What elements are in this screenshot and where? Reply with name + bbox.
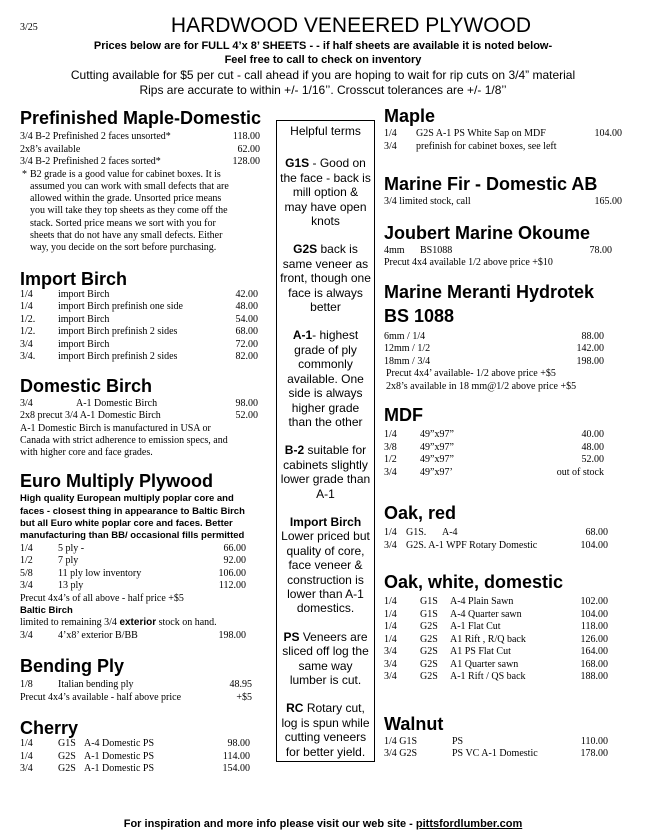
list-item: 1/8 Italian bending ply 48.95 xyxy=(20,679,252,691)
section-heading: Oak, white, domestic xyxy=(384,572,564,592)
section-walnut xyxy=(384,714,634,761)
footer-text: For inspiration and more info please visit our web site - xyxy=(123,818,416,830)
section-heading: Cherry xyxy=(20,718,79,739)
list-item: 1/4 G1S. A-4 68.00 xyxy=(384,527,608,538)
list-item: 3/4 limited stock, call 165.00 xyxy=(384,196,622,207)
section-cherry xyxy=(20,718,270,776)
list-item: 1/4 49”x97” 40.00 xyxy=(384,429,604,440)
list-item: 1/4 G2S A-1 Flat Cut 118.00 xyxy=(384,621,608,632)
list-item: 1/4 import Birch 42.00 xyxy=(20,288,258,300)
section-domestic-birch xyxy=(20,376,270,460)
term-ps: PS Veneers are sliced off log the same way lumber is cut. xyxy=(282,629,369,687)
list-item: 5/8 11 ply low inventory 106.00 xyxy=(20,567,246,579)
list-item: 3/4 49”x97’ out of stock xyxy=(384,466,604,478)
list-item: Precut 4x4’s available - half above price +$5 xyxy=(20,691,252,703)
term-g1s: G1S - Good on the face - back is mill option & may have open knots xyxy=(280,156,371,229)
baltic-birch-heading: Baltic Birch xyxy=(20,604,73,616)
list-item: 3/4 G2S PS VC A-1 Domestic 178.00 xyxy=(384,748,608,759)
section-marine-fir xyxy=(384,174,634,209)
section-heading: Bending Ply xyxy=(20,656,125,677)
section-joubert-okoume xyxy=(384,223,634,270)
list-item: 3/8 49”x97” 48.00 xyxy=(384,441,604,453)
section-subheading: BS 1088 xyxy=(384,305,455,326)
section-oak-red xyxy=(384,503,634,552)
footer xyxy=(0,818,646,831)
list-item: 1/4 G2S A-1 PS White Sap on MDF 104.00 xyxy=(384,128,622,139)
section-oak-white xyxy=(384,572,634,684)
list-item: 3/4 13 ply 112.00 xyxy=(20,580,246,592)
list-item: 3/4 4’x8’ exterior B/BB 198.00 xyxy=(20,629,246,641)
section-bending-ply xyxy=(20,656,270,704)
list-item: 3/4 B-2 Prefinished 2 faces unsorted* 118.00 xyxy=(20,131,260,142)
page-title: HARDWOOD VENEERED PLYWOOD xyxy=(170,14,532,37)
list-item: 2x8 precut 3/4 A-1 Domestic Birch 52.00 xyxy=(20,410,258,422)
tolerance-note: Rips are accurate to within +/- 1/16’’. Crosscut tolerances are +/- 1/8’’ xyxy=(139,83,507,97)
helpful-terms-box xyxy=(276,120,375,762)
list-item: 3/4 A-1 Domestic Birch 98.00 xyxy=(20,397,258,409)
list-item: 12mm / 1/2 142.00 xyxy=(384,343,604,354)
list-item: 1/4 import Birch prefinish one side 48.00 xyxy=(20,301,258,313)
subtitle-prices: Prices below are for FULL 4’x 8’ SHEETS - - if half sheets are available it is noted below- xyxy=(93,40,553,52)
list-item: 1/4 5 ply - 66.00 xyxy=(20,542,246,554)
list-item: 3/4 prefinish for cabinet boxes, see left xyxy=(384,140,557,152)
list-item: 1/2. import Birch prefinish 2 sides 68.00 xyxy=(20,326,258,338)
list-item: 4mm BS1088 78.00 xyxy=(384,244,612,256)
euro-precut-note: Precut 4x4’s of all above - half price +$5 xyxy=(20,592,184,604)
list-item: 1/4 G2S A-1 Domestic PS 114.00 xyxy=(20,750,250,762)
term-b2: B-2 suitable for cabinets slightly lower grade than A-1 xyxy=(280,443,371,501)
left-column xyxy=(20,108,270,776)
helpful-terms-title: Helpful terms xyxy=(290,124,361,138)
baltic-birch-note: limited to remaining 3/4 exterior stock on hand. xyxy=(20,617,217,629)
section-import-birch xyxy=(20,269,270,364)
section-heading: Joubert Marine Okoume xyxy=(384,222,591,243)
cutting-note: Cutting available for $5 per cut - call ahead if you are hoping to wait for rip cuts on 3/4” material xyxy=(70,68,576,82)
section-heading: Import Birch xyxy=(20,268,128,289)
term-g2s: G2S back is same veneer as front, though one face is always better xyxy=(280,242,371,315)
right-column xyxy=(384,106,634,761)
list-item: 1/4 G1S A-4 Plain Sawn 102.00 xyxy=(384,596,608,607)
section-heading: Marine Fir - Domestic AB xyxy=(384,174,598,194)
euro-description: High quality European multiply poplar core and faces - closest thing in appearance to Baltic Birch but all Euro white poplar core and faces. Better manufacturing than BB/ occasional fills permitted xyxy=(20,493,245,542)
term-rc: RC Rotary cut, log is spun while cutting veneers for better yield. xyxy=(281,701,370,759)
section-heading: Oak, red xyxy=(384,503,457,523)
list-item: 3/4 import Birch 72.00 xyxy=(20,338,258,350)
list-item: 3/4. import Birch prefinish 2 sides 82.00 xyxy=(20,351,258,363)
list-item: 3/4 B-2 Prefinished 2 faces sorted* 128.00 xyxy=(20,156,260,167)
list-item: 3/4 G2S A-1 Domestic PS 154.00 xyxy=(20,763,250,775)
section-heading: Euro Multiply Plywood xyxy=(20,471,213,492)
list-item: 1/4 G2S A1 Rift , R/Q back 126.00 xyxy=(384,633,608,645)
domestic-birch-note: A-1 Domestic Birch is manufactured in USA or Canada with strict adherence to emission specs, and with higher core and face grades. xyxy=(20,422,228,459)
section-heading: Marine Meranti Hydrotek xyxy=(384,281,595,302)
list-item: 1/4 G1S A-4 Domestic PS 98.00 xyxy=(20,738,250,750)
section-heading: Prefinished Maple-Domestic xyxy=(20,108,262,128)
list-item: 1/2. import Birch 54.00 xyxy=(20,313,258,325)
section-heading: Maple xyxy=(384,106,436,126)
term-a1: A-1- highest grade of ply commonly available. One side is always higher grade than the other xyxy=(287,328,364,429)
section-prefinished-maple xyxy=(20,108,270,255)
subtitle-inventory: Feel free to call to check on inventory xyxy=(224,54,422,66)
list-item: 3/4 G2S A-1 Rift / QS back 188.00 xyxy=(384,671,608,682)
website-link[interactable]: pittsfordlumber.com xyxy=(415,818,523,830)
list-item: 6mm / 1/4 88.00 xyxy=(384,330,604,342)
list-item: 3/4 G2S. A-1 WPF Rotary Domestic 104.00 xyxy=(384,539,608,551)
list-item: 18mm / 3/4 198.00 xyxy=(384,355,604,367)
grade-note: * B2 grade is a good value for cabinet boxes. It is assumed you can work with small defects that are allowed within the grade. Unsorted price means you will take they top sheets as they come off the stack. Sorted price means we sort with you for sheets that do not have any small defects. Either way, you decide on the sort before purchasing. xyxy=(22,168,229,254)
list-item: 1/4 G1S PS 110.00 xyxy=(384,735,608,747)
list-item: 2x8’s available in 18 mm@1/2 above price +$5 xyxy=(386,380,577,392)
date-label: 3/25 xyxy=(20,22,38,33)
term-import-birch: Import Birch Lower priced but quality of core, face veneer & construction is lower than A-1 domestics. xyxy=(281,514,370,616)
list-item: 2x8’s available 62.00 xyxy=(20,143,260,155)
list-item: Precut 4x4 available 1/2 above price +$10 xyxy=(384,257,553,268)
list-item: 1/2 7 ply 92.00 xyxy=(20,555,246,567)
list-item: 1/2 49”x97” 52.00 xyxy=(384,454,604,465)
section-marine-meranti xyxy=(384,282,634,394)
section-heading: Walnut xyxy=(384,713,444,734)
section-maple xyxy=(384,106,634,153)
list-item: 3/4 G2S A1 PS Flat Cut 164.00 xyxy=(384,646,608,657)
list-item: Precut 4x4’ available- 1/2 above price +$5 xyxy=(386,368,556,379)
list-item: 1/4 G1S A-4 Quarter sawn 104.00 xyxy=(384,608,608,620)
section-euro-multiply xyxy=(20,471,270,642)
list-item: 3/4 G2S A1 Quarter sawn 168.00 xyxy=(384,658,608,670)
section-mdf xyxy=(384,405,634,479)
section-heading: MDF xyxy=(384,405,423,425)
section-heading: Domestic Birch xyxy=(20,375,153,396)
